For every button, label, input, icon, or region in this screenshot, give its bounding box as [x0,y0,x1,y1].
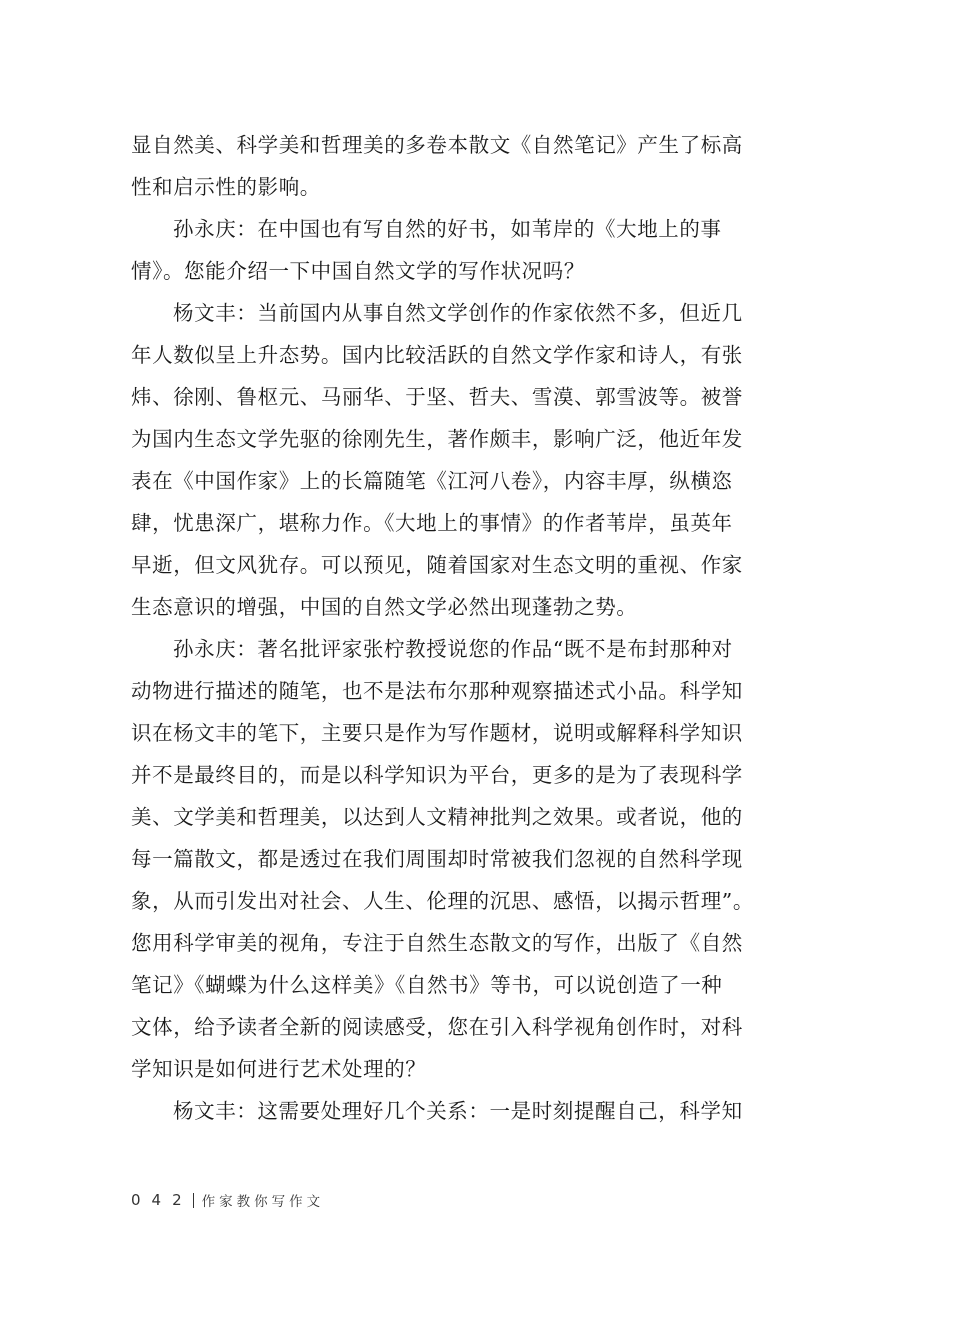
text-line: 性和启示性的影响。 [131,175,321,199]
text-line: 早逝，但文风犹存。可以预见，随着国家对生态文明的重视、作家 [131,553,743,577]
text-line: 孙永庆：著名批评家张柠教授说您的作品“既不是布封那种对 [173,637,733,661]
text-line: 学知识是如何进行艺术处理的？ [131,1057,427,1081]
text-line: 杨文丰：这需要处理好几个关系：一是时刻提醒自己，科学知 [173,1099,743,1123]
text-line: 孙永庆：在中国也有写自然的好书，如苇岸的《大地上的事 [173,217,722,241]
text-line: 动物进行描述的随笔，也不是法布尔那种观察描述式小品。科学知 [131,679,743,703]
text-line: 年人数似呈上升态势。国内比较活跃的自然文学作家和诗人，有张 [131,343,743,367]
text-line: 肆，忧患深广，堪称力作。《大地上的事情》的作者苇岸，虽英年 [131,511,733,535]
text-line: 每一篇散文，都是透过在我们周围却时常被我们忽视的自然科学现 [131,847,743,871]
text-line: 表在《中国作家》上的长篇随笔《江河八卷》，内容丰厚，纵横恣 [131,469,733,493]
text-line: 杨文丰：当前国内从事自然文学创作的作家依然不多，但近几 [173,301,743,325]
page-number: 042 [131,1191,193,1209]
text-line: 您用科学审美的视角，专注于自然生态散文的写作，出版了《自然 [131,931,743,955]
text-line: 象，从而引发出对社会、人生、伦理的沉思、感悟，以揭示哲理”。 [131,889,754,913]
text-line: 笔记》《蝴蝶为什么这样美》《自然书》等书，可以说创造了一种 [131,973,723,997]
book-title: 作家教你写作文 [201,1194,325,1210]
text-line: 美、文学美和哲理美，以达到人文精神批判之效果。或者说，他的 [131,805,743,829]
text-line: 显自然美、科学美和哲理美的多卷本散文《自然笔记》产生了标高 [131,133,743,157]
body-text [131,124,759,1132]
text-line: 识在杨文丰的笔下，主要只是作为写作题材，说明或解释科学知识 [131,721,743,745]
text-line: 生态意识的增强，中国的自然文学必然出现蓬勃之势。 [131,595,638,619]
text-line: 并不是最终目的，而是以科学知识为平台，更多的是为了表现科学 [131,763,743,787]
text-line: 炜、徐刚、鲁枢元、马丽华、于坚、哲夫、雪漠、郭雪波等。被誉 [131,385,743,409]
text-line: 情》。您能介绍一下中国自然文学的写作状况吗？ [131,259,585,283]
text-line: 文体，给予读者全新的阅读感受，您在引入科学视角创作时，对科 [131,1015,743,1039]
footer-divider [193,1193,194,1208]
page-footer [131,1190,324,1210]
text-line: 为国内生态文学先驱的徐刚先生，著作颇丰，影响广泛，他近年发 [131,427,743,451]
